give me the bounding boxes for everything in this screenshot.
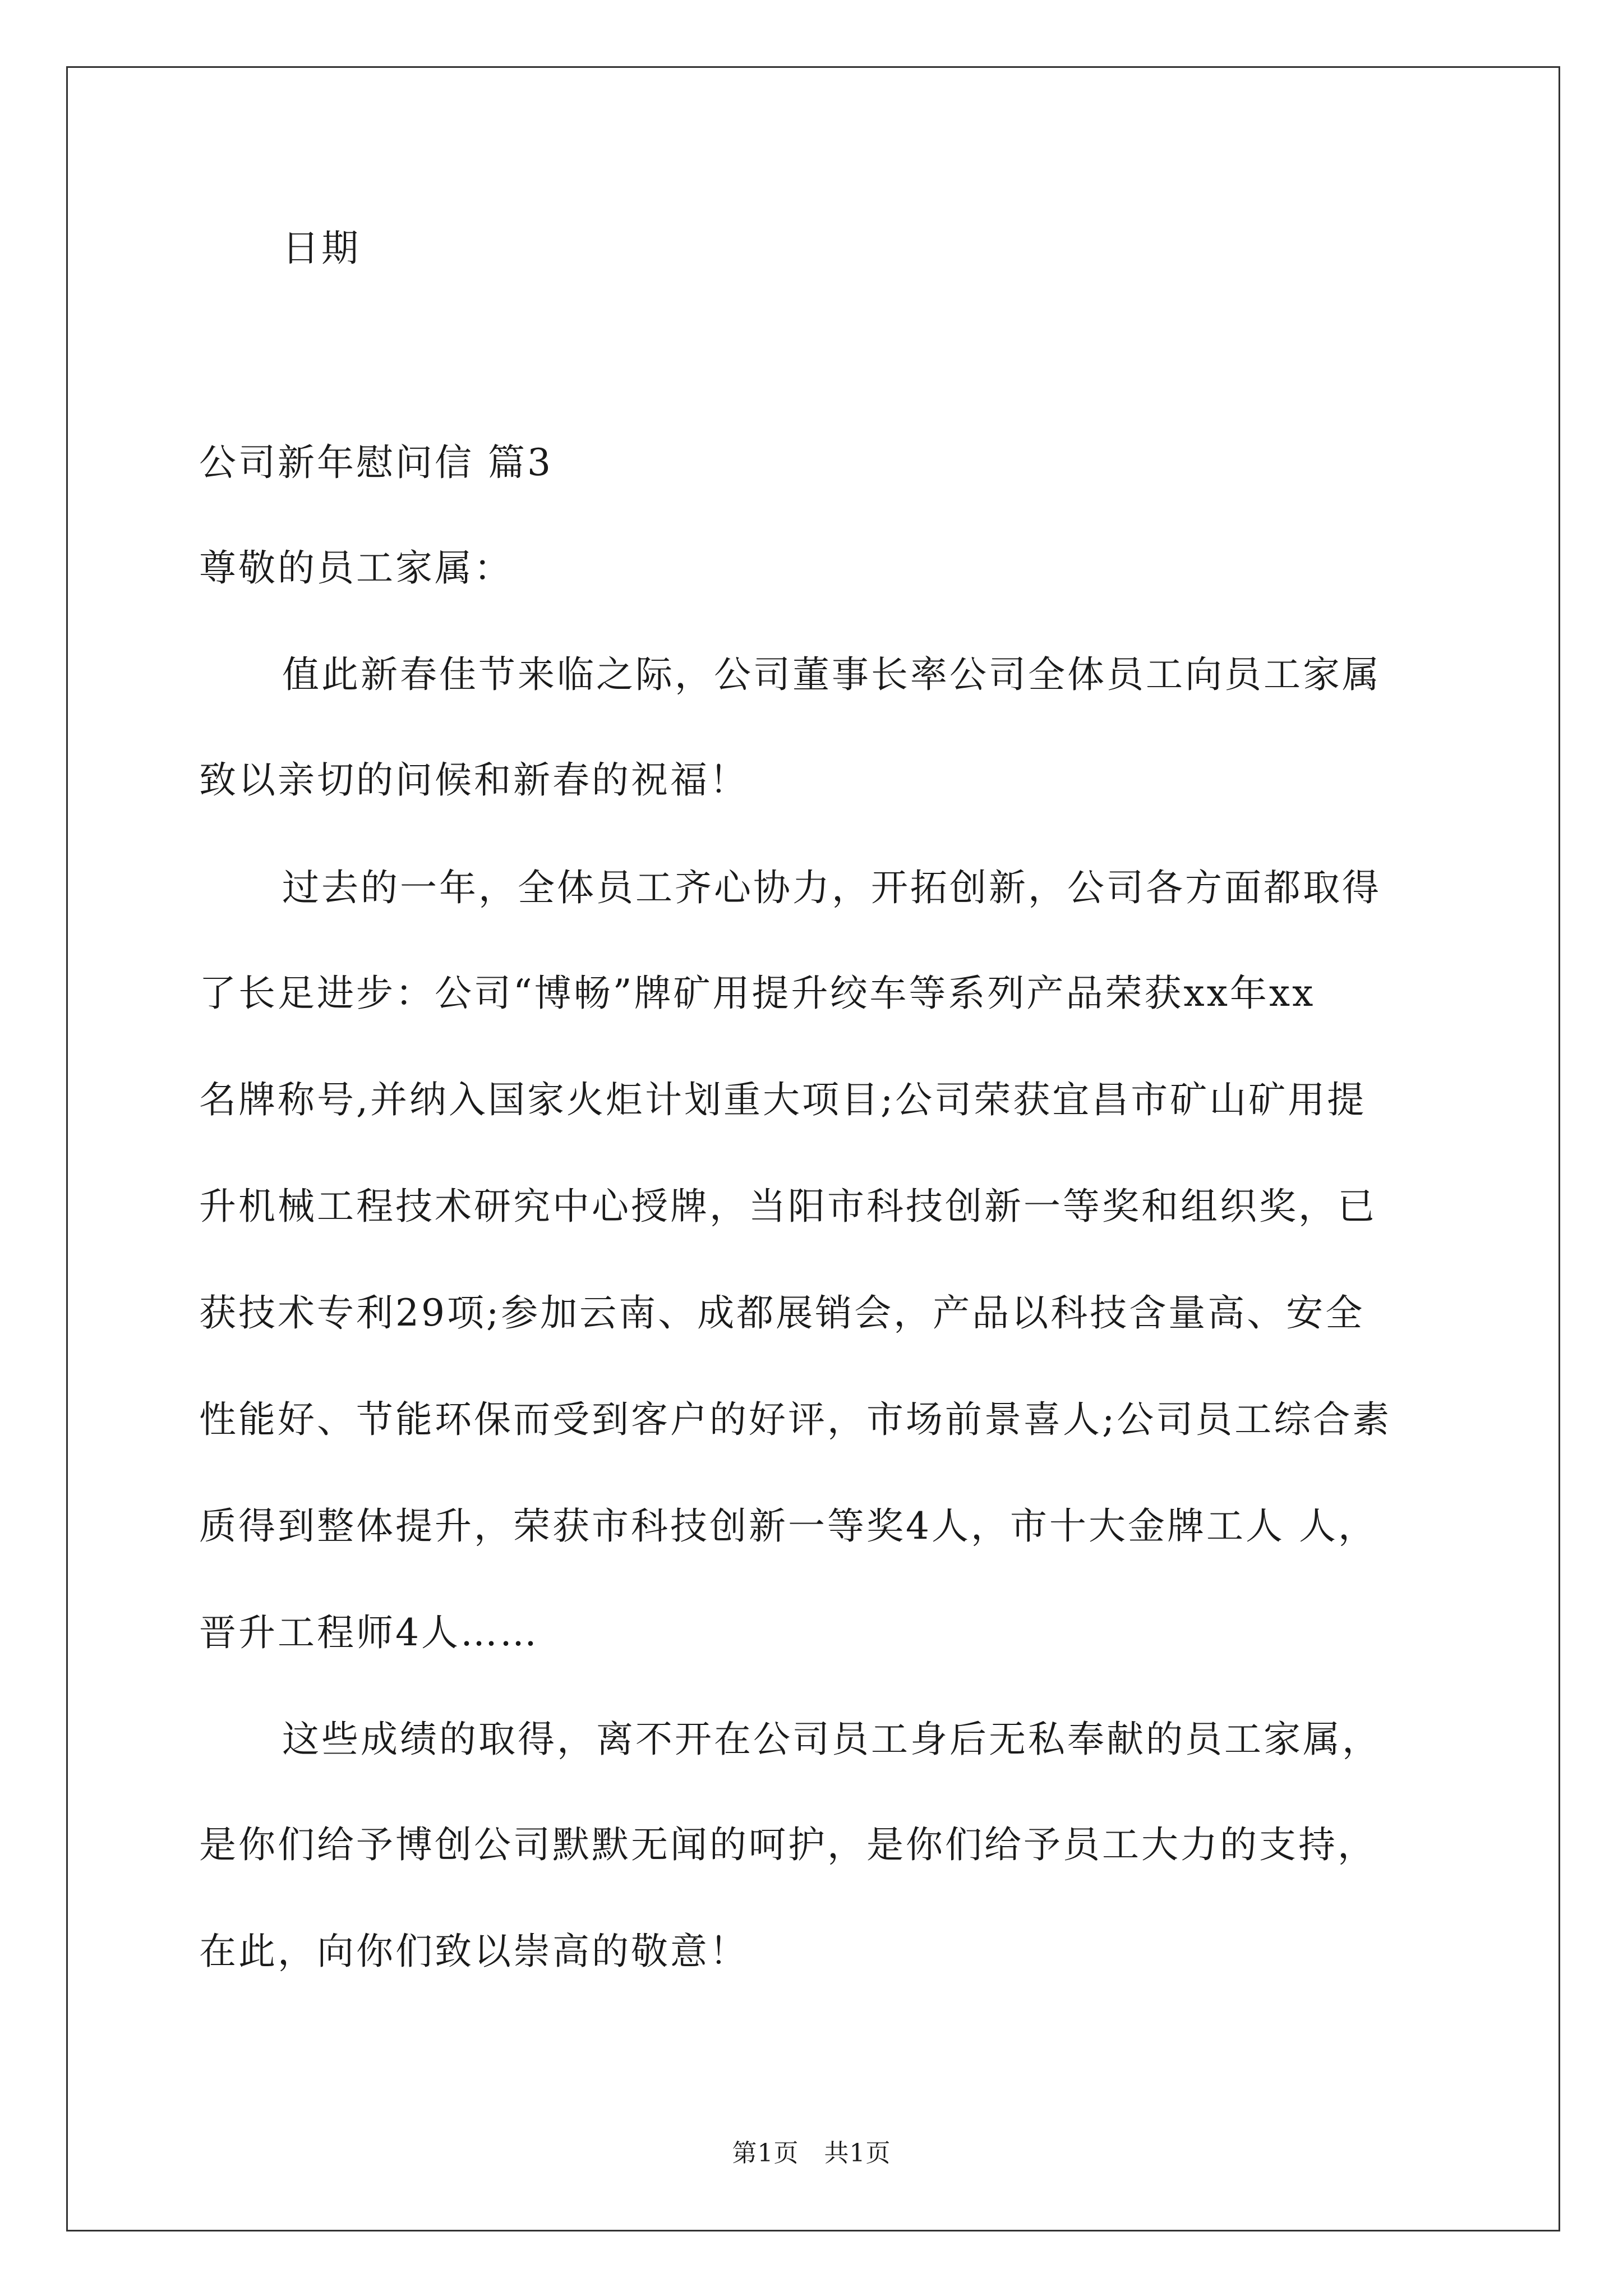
paragraph-line: 这些成绩的取得，离不开在公司员工身后无私奉献的员工家属，	[282, 1718, 1381, 1761]
paragraph-line: 质得到整体提升，荣获市科技创新一等奖4人，市十大金牌工人 人，	[199, 1504, 1377, 1548]
paragraph-line: 性能好、节能环保而受到客户的好评，市场前景喜人;公司员工综合素	[199, 1398, 1392, 1441]
date-label: 日期	[282, 227, 361, 270]
page-border	[66, 66, 1560, 2231]
paragraph-line: 值此新春佳节来临之际，公司董事长率公司全体员工向员工家属	[282, 653, 1381, 696]
paragraph-line: 名牌称号,并纳入国家火炬计划重大项目;公司荣获宜昌市矿山矿用提	[199, 1078, 1367, 1121]
section-title: 公司新年慰问信 篇3	[199, 441, 553, 484]
paragraph-line: 过去的一年，全体员工齐心协力，开拓创新，公司各方面都取得	[282, 866, 1381, 909]
paragraph-line: 是你们给予博创公司默默无闻的呵护，是你们给予员工大力的支持，	[199, 1823, 1377, 1866]
paragraph-line: 致以亲切的问候和新春的祝福！	[199, 758, 749, 802]
paragraph-line: 了长足进步：公司“博畅”牌矿用提升绞车等系列产品荣获xx年xx	[199, 972, 1316, 1015]
paragraph-line: 获技术专利29项;参加云南、成都展销会，产品以科技含量高、安全	[199, 1291, 1365, 1335]
paragraph-line: 升机械工程技术研究中心授牌，当阳市科技创新一等奖和组织奖，已	[199, 1185, 1377, 1228]
paragraph-line: 在此，向你们致以崇高的敬意！	[199, 1930, 749, 1973]
salutation: 尊敬的员工家属：	[199, 546, 513, 590]
page-footer: 第1页 共1页	[732, 2139, 891, 2168]
paragraph-line: 晋升工程师4人……	[199, 1611, 539, 1654]
